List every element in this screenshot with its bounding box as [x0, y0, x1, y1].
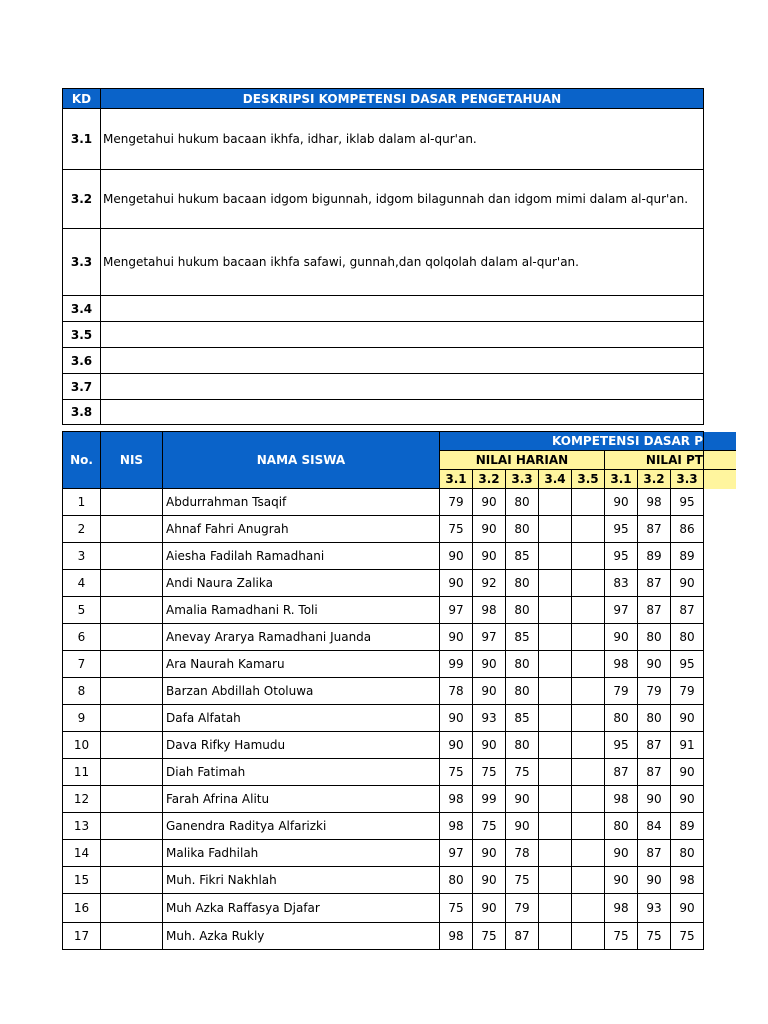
pt-score-cell[interactable]: 90: [671, 759, 704, 786]
overflow-blank-cell: [704, 732, 737, 759]
student-nis-cell[interactable]: [101, 759, 163, 786]
harian-score-cell[interactable]: 87: [506, 923, 539, 950]
pt-score-cell[interactable]: 98: [638, 489, 671, 516]
student-nis-cell[interactable]: [101, 840, 163, 867]
kd-code-cell[interactable]: 3.7: [63, 374, 101, 400]
header-nilai-pt[interactable]: NILAI PT: [605, 451, 704, 470]
harian-score-cell[interactable]: [539, 867, 572, 894]
overflow-blank-cell: [704, 923, 737, 950]
student-name-cell[interactable]: Ganendra Raditya Alfarizki: [163, 813, 440, 840]
harian-score-cell[interactable]: [572, 786, 605, 813]
harian-score-cell[interactable]: [572, 813, 605, 840]
pt-score-cell[interactable]: 90: [605, 624, 638, 651]
pt-score-cell[interactable]: 89: [638, 543, 671, 570]
harian-score-cell[interactable]: [539, 705, 572, 732]
harian-score-cell[interactable]: [539, 543, 572, 570]
student-nis-cell[interactable]: [101, 597, 163, 624]
student-row: [63, 570, 737, 597]
kd-row: [63, 322, 704, 348]
student-no-cell[interactable]: 13: [63, 813, 101, 840]
pt-score-cell[interactable]: 91: [671, 732, 704, 759]
harian-score-cell[interactable]: 90: [506, 813, 539, 840]
student-row: [63, 732, 737, 759]
overflow-blank-cell: [704, 597, 737, 624]
harian-score-cell[interactable]: [539, 813, 572, 840]
harian-score-cell[interactable]: 80: [506, 678, 539, 705]
pt-score-cell[interactable]: 87: [605, 759, 638, 786]
harian-score-cell[interactable]: [539, 894, 572, 923]
kd-description-cell[interactable]: [101, 348, 704, 374]
harian-score-cell[interactable]: 99: [473, 786, 506, 813]
kd-row: [63, 109, 704, 170]
harian-score-cell[interactable]: 98: [473, 597, 506, 624]
student-row: [63, 651, 737, 678]
harian-score-cell[interactable]: [539, 597, 572, 624]
overflow-blank-cell: [704, 624, 737, 651]
harian-score-cell[interactable]: 98: [440, 813, 473, 840]
student-no-cell[interactable]: 4: [63, 570, 101, 597]
student-nis-cell[interactable]: [101, 867, 163, 894]
student-name-cell[interactable]: Ahnaf Fahri Anugrah: [163, 516, 440, 543]
kd-row: [63, 170, 704, 229]
pt-score-cell[interactable]: 80: [638, 705, 671, 732]
pt-score-cell[interactable]: 98: [605, 894, 638, 923]
grades-table-viewport: [62, 431, 736, 951]
student-name-cell[interactable]: Andi Naura Zalika: [163, 570, 440, 597]
harian-score-cell[interactable]: 97: [440, 597, 473, 624]
harian-score-cell[interactable]: [539, 651, 572, 678]
kd-row: [63, 348, 704, 374]
harian-score-cell[interactable]: 78: [506, 840, 539, 867]
overflow-blank-cell: [704, 894, 737, 923]
student-nis-cell[interactable]: [101, 570, 163, 597]
student-name-cell[interactable]: Diah Fatimah: [163, 759, 440, 786]
header-harian-kd-2[interactable]: 3.3: [506, 470, 539, 489]
pt-score-cell[interactable]: 90: [671, 894, 704, 923]
pt-score-cell[interactable]: 95: [605, 732, 638, 759]
student-nis-cell[interactable]: [101, 894, 163, 923]
harian-score-cell[interactable]: 80: [506, 732, 539, 759]
harian-score-cell[interactable]: 90: [440, 732, 473, 759]
pt-score-cell[interactable]: 75: [671, 923, 704, 950]
kd-description-cell[interactable]: Mengetahui hukum bacaan idgom bigunnah, idgom bilagunnah dan idgom mimi dalam al-qur'an.: [101, 170, 704, 229]
student-row: [63, 840, 737, 867]
kd-description-table: [62, 88, 704, 425]
harian-score-cell[interactable]: [539, 840, 572, 867]
header-overflow-yellow: [704, 451, 737, 470]
harian-score-cell[interactable]: 85: [506, 624, 539, 651]
kd-header-row: [63, 89, 704, 109]
student-nis-cell[interactable]: [101, 516, 163, 543]
header-harian-kd-3[interactable]: 3.4: [539, 470, 572, 489]
harian-score-cell[interactable]: 90: [473, 489, 506, 516]
header-overflow-yellow-sub: [704, 470, 737, 489]
student-nis-cell[interactable]: [101, 651, 163, 678]
header-no[interactable]: No.: [63, 432, 101, 489]
harian-score-cell[interactable]: [539, 489, 572, 516]
kd-description-cell[interactable]: Mengetahui hukum bacaan ikhfa, idhar, iklab dalam al-qur'an.: [101, 109, 704, 170]
overflow-blank-cell: [704, 570, 737, 597]
harian-score-cell[interactable]: 90: [473, 894, 506, 923]
pt-score-cell[interactable]: 89: [671, 543, 704, 570]
harian-score-cell[interactable]: [539, 732, 572, 759]
harian-score-cell[interactable]: 90: [440, 543, 473, 570]
overflow-blank-cell: [704, 678, 737, 705]
student-nis-cell[interactable]: [101, 786, 163, 813]
overflow-blank-cell: [704, 867, 737, 894]
harian-score-cell[interactable]: 75: [506, 867, 539, 894]
pt-score-cell[interactable]: 93: [638, 894, 671, 923]
pt-score-cell[interactable]: 87: [638, 516, 671, 543]
harian-score-cell[interactable]: 75: [473, 759, 506, 786]
kd-description-cell[interactable]: [101, 400, 704, 425]
pt-score-cell[interactable]: 90: [671, 786, 704, 813]
harian-score-cell[interactable]: 79: [506, 894, 539, 923]
harian-score-cell[interactable]: [572, 732, 605, 759]
harian-score-cell[interactable]: [572, 624, 605, 651]
harian-score-cell[interactable]: 75: [506, 759, 539, 786]
kd-row: [63, 400, 704, 425]
student-no-cell[interactable]: 16: [63, 894, 101, 923]
pt-score-cell[interactable]: 98: [671, 867, 704, 894]
student-nis-cell[interactable]: [101, 489, 163, 516]
student-name-cell[interactable]: Barzan Abdillah Otoluwa: [163, 678, 440, 705]
pt-score-cell[interactable]: 95: [605, 543, 638, 570]
harian-score-cell[interactable]: [539, 570, 572, 597]
overflow-blank-cell: [704, 786, 737, 813]
pt-score-cell[interactable]: 90: [638, 651, 671, 678]
overflow-blank-cell: [704, 759, 737, 786]
harian-score-cell[interactable]: 90: [440, 570, 473, 597]
header-pt-kd-2[interactable]: 3.3: [671, 470, 704, 489]
harian-score-cell[interactable]: [572, 543, 605, 570]
student-no-cell[interactable]: 6: [63, 624, 101, 651]
kd-code-cell[interactable]: 3.2: [63, 170, 101, 229]
student-row: [63, 705, 737, 732]
harian-score-cell[interactable]: 75: [473, 923, 506, 950]
student-row: [63, 516, 737, 543]
harian-score-cell[interactable]: [539, 678, 572, 705]
overflow-blank-cell: [704, 813, 737, 840]
pt-score-cell[interactable]: 90: [671, 705, 704, 732]
student-no-cell[interactable]: 2: [63, 516, 101, 543]
harian-score-cell[interactable]: 80: [506, 489, 539, 516]
student-row: [63, 624, 737, 651]
header-nis[interactable]: NIS: [101, 432, 163, 489]
student-no-cell[interactable]: 17: [63, 923, 101, 950]
header-pt-kd-0[interactable]: 3.1: [605, 470, 638, 489]
harian-score-cell[interactable]: [539, 516, 572, 543]
student-nis-cell[interactable]: [101, 813, 163, 840]
pt-score-cell[interactable]: 87: [638, 759, 671, 786]
harian-score-cell[interactable]: 99: [440, 651, 473, 678]
header-harian-kd-4[interactable]: 3.5: [572, 470, 605, 489]
student-name-cell[interactable]: Dafa Alfatah: [163, 705, 440, 732]
header-nama-siswa[interactable]: NAMA SISWA: [163, 432, 440, 489]
pt-score-cell[interactable]: 79: [671, 678, 704, 705]
harian-score-cell[interactable]: [539, 923, 572, 950]
harian-score-cell[interactable]: 98: [440, 786, 473, 813]
student-no-cell[interactable]: 14: [63, 840, 101, 867]
harian-score-cell[interactable]: 90: [473, 867, 506, 894]
student-row: [63, 867, 737, 894]
pt-score-cell[interactable]: 80: [605, 813, 638, 840]
harian-score-cell[interactable]: 85: [506, 543, 539, 570]
harian-score-cell[interactable]: 98: [440, 923, 473, 950]
pt-score-cell[interactable]: 79: [605, 678, 638, 705]
harian-score-cell[interactable]: 90: [473, 651, 506, 678]
pt-score-cell[interactable]: 90: [638, 786, 671, 813]
harian-score-cell[interactable]: [572, 705, 605, 732]
harian-score-cell[interactable]: [572, 489, 605, 516]
pt-score-cell[interactable]: 95: [605, 516, 638, 543]
overflow-blank-cell: [704, 516, 737, 543]
harian-score-cell[interactable]: 75: [473, 813, 506, 840]
kd-code-cell[interactable]: 3.8: [63, 400, 101, 425]
pt-score-cell[interactable]: 75: [605, 923, 638, 950]
student-no-cell[interactable]: 12: [63, 786, 101, 813]
pt-score-cell[interactable]: 87: [638, 570, 671, 597]
harian-score-cell[interactable]: [572, 678, 605, 705]
harian-score-cell[interactable]: 80: [506, 570, 539, 597]
kd-row: [63, 296, 704, 322]
student-grades-table: [62, 431, 736, 950]
student-no-cell[interactable]: 9: [63, 705, 101, 732]
harian-score-cell[interactable]: 90: [473, 840, 506, 867]
student-name-cell[interactable]: Dava Rifky Hamudu: [163, 732, 440, 759]
pt-score-cell[interactable]: 87: [638, 732, 671, 759]
student-no-cell[interactable]: 1: [63, 489, 101, 516]
kd-header-kd[interactable]: KD: [63, 89, 101, 109]
kd-description-cell[interactable]: [101, 374, 704, 400]
harian-score-cell[interactable]: 80: [440, 867, 473, 894]
overflow-blank-cell: [704, 651, 737, 678]
overflow-blank-cell: [704, 705, 737, 732]
overflow-blank-cell: [704, 543, 737, 570]
harian-score-cell[interactable]: 90: [473, 732, 506, 759]
pt-score-cell[interactable]: 87: [671, 597, 704, 624]
kd-description-cell[interactable]: [101, 322, 704, 348]
harian-score-cell[interactable]: [572, 867, 605, 894]
student-name-cell[interactable]: Abdurrahman Tsaqif: [163, 489, 440, 516]
student-row: [63, 894, 737, 923]
harian-score-cell[interactable]: [572, 570, 605, 597]
student-row: [63, 678, 737, 705]
student-name-cell[interactable]: Aiesha Fadilah Ramadhani: [163, 543, 440, 570]
harian-score-cell[interactable]: [572, 597, 605, 624]
header-harian-kd-0[interactable]: 3.1: [440, 470, 473, 489]
harian-score-cell[interactable]: 80: [506, 651, 539, 678]
pt-score-cell[interactable]: 98: [605, 651, 638, 678]
student-name-cell[interactable]: Farah Afrina Alitu: [163, 786, 440, 813]
pt-score-cell[interactable]: 79: [638, 678, 671, 705]
student-no-cell[interactable]: 11: [63, 759, 101, 786]
harian-score-cell[interactable]: [572, 923, 605, 950]
header-harian-kd-1[interactable]: 3.2: [473, 470, 506, 489]
harian-score-cell[interactable]: 93: [473, 705, 506, 732]
harian-score-cell[interactable]: [572, 516, 605, 543]
kd-header-description[interactable]: DESKRIPSI KOMPETENSI DASAR PENGETAHUAN: [101, 89, 704, 109]
header-kompetensi-dasar[interactable]: KOMPETENSI DASAR P: [440, 432, 704, 451]
pt-score-cell[interactable]: 90: [605, 840, 638, 867]
pt-score-cell[interactable]: 90: [605, 489, 638, 516]
student-no-cell[interactable]: 10: [63, 732, 101, 759]
harian-score-cell[interactable]: 97: [473, 624, 506, 651]
pt-score-cell[interactable]: 87: [638, 597, 671, 624]
header-nilai-harian[interactable]: NILAI HARIAN: [440, 451, 605, 470]
harian-score-cell[interactable]: [572, 840, 605, 867]
harian-score-cell[interactable]: 97: [440, 840, 473, 867]
kd-code-cell[interactable]: 3.3: [63, 229, 101, 296]
harian-score-cell[interactable]: 75: [440, 759, 473, 786]
harian-score-cell[interactable]: 92: [473, 570, 506, 597]
harian-score-cell[interactable]: 90: [473, 516, 506, 543]
pt-score-cell[interactable]: 95: [671, 489, 704, 516]
student-no-cell[interactable]: 5: [63, 597, 101, 624]
pt-score-cell[interactable]: 95: [671, 651, 704, 678]
harian-score-cell[interactable]: 90: [473, 543, 506, 570]
student-name-cell[interactable]: Muh. Azka Rukly: [163, 923, 440, 950]
pt-score-cell[interactable]: 90: [671, 570, 704, 597]
student-row: [63, 786, 737, 813]
pt-score-cell[interactable]: 80: [638, 624, 671, 651]
pt-score-cell[interactable]: 80: [605, 705, 638, 732]
student-name-cell[interactable]: Muh. Fikri Nakhlah: [163, 867, 440, 894]
student-row: [63, 489, 737, 516]
pt-score-cell[interactable]: 75: [638, 923, 671, 950]
pt-score-cell[interactable]: 83: [605, 570, 638, 597]
pt-score-cell[interactable]: 86: [671, 516, 704, 543]
pt-score-cell[interactable]: 80: [671, 840, 704, 867]
pt-score-cell[interactable]: 90: [605, 867, 638, 894]
harian-score-cell[interactable]: 80: [506, 597, 539, 624]
student-no-cell[interactable]: 15: [63, 867, 101, 894]
kd-row: [63, 229, 704, 296]
header-overflow-cell: [704, 432, 737, 451]
kd-code-cell[interactable]: 3.4: [63, 296, 101, 322]
harian-score-cell[interactable]: 90: [506, 786, 539, 813]
harian-score-cell[interactable]: [572, 759, 605, 786]
student-nis-cell[interactable]: [101, 624, 163, 651]
student-name-cell[interactable]: Muh Azka Raffasya Djafar: [163, 894, 440, 923]
student-nis-cell[interactable]: [101, 923, 163, 950]
overflow-blank-cell: [704, 489, 737, 516]
student-name-cell[interactable]: Anevay Ararya Ramadhani Juanda: [163, 624, 440, 651]
harian-score-cell[interactable]: [572, 894, 605, 923]
student-row: [63, 597, 737, 624]
kd-code-cell[interactable]: 3.5: [63, 322, 101, 348]
pt-score-cell[interactable]: 98: [605, 786, 638, 813]
kd-row: [63, 374, 704, 400]
harian-score-cell[interactable]: 90: [473, 678, 506, 705]
harian-score-cell[interactable]: 75: [440, 516, 473, 543]
harian-score-cell[interactable]: 90: [440, 705, 473, 732]
pt-score-cell[interactable]: 80: [671, 624, 704, 651]
harian-score-cell[interactable]: 85: [506, 705, 539, 732]
student-no-cell[interactable]: 3: [63, 543, 101, 570]
harian-score-cell[interactable]: [539, 786, 572, 813]
kd-description-cell[interactable]: [101, 296, 704, 322]
harian-score-cell[interactable]: 90: [440, 624, 473, 651]
student-row: [63, 543, 737, 570]
student-nis-cell[interactable]: [101, 543, 163, 570]
kd-code-cell[interactable]: 3.1: [63, 109, 101, 170]
kd-description-cell[interactable]: Mengetahui hukum bacaan ikhfa safawi, gunnah,dan qolqolah dalam al-qur'an.: [101, 229, 704, 296]
student-row: [63, 759, 737, 786]
harian-score-cell[interactable]: [539, 624, 572, 651]
student-no-cell[interactable]: 7: [63, 651, 101, 678]
harian-score-cell[interactable]: 75: [440, 894, 473, 923]
pt-score-cell[interactable]: 89: [671, 813, 704, 840]
harian-score-cell[interactable]: 79: [440, 489, 473, 516]
student-name-cell[interactable]: Ara Naurah Kamaru: [163, 651, 440, 678]
overflow-blank-cell: [704, 840, 737, 867]
harian-score-cell[interactable]: [539, 759, 572, 786]
pt-score-cell[interactable]: 90: [638, 867, 671, 894]
harian-score-cell[interactable]: 78: [440, 678, 473, 705]
student-row: [63, 923, 737, 950]
pt-score-cell[interactable]: 84: [638, 813, 671, 840]
header-pt-kd-1[interactable]: 3.2: [638, 470, 671, 489]
pt-score-cell[interactable]: 87: [638, 840, 671, 867]
student-nis-cell[interactable]: [101, 678, 163, 705]
student-name-cell[interactable]: Malika Fadhilah: [163, 840, 440, 867]
grade-header-row-1: [63, 432, 737, 451]
student-row: [63, 813, 737, 840]
student-nis-cell[interactable]: [101, 732, 163, 759]
pt-score-cell[interactable]: 97: [605, 597, 638, 624]
harian-score-cell[interactable]: [572, 651, 605, 678]
harian-score-cell[interactable]: 80: [506, 516, 539, 543]
student-nis-cell[interactable]: [101, 705, 163, 732]
student-name-cell[interactable]: Amalia Ramadhani R. Toli: [163, 597, 440, 624]
kd-code-cell[interactable]: 3.6: [63, 348, 101, 374]
student-no-cell[interactable]: 8: [63, 678, 101, 705]
